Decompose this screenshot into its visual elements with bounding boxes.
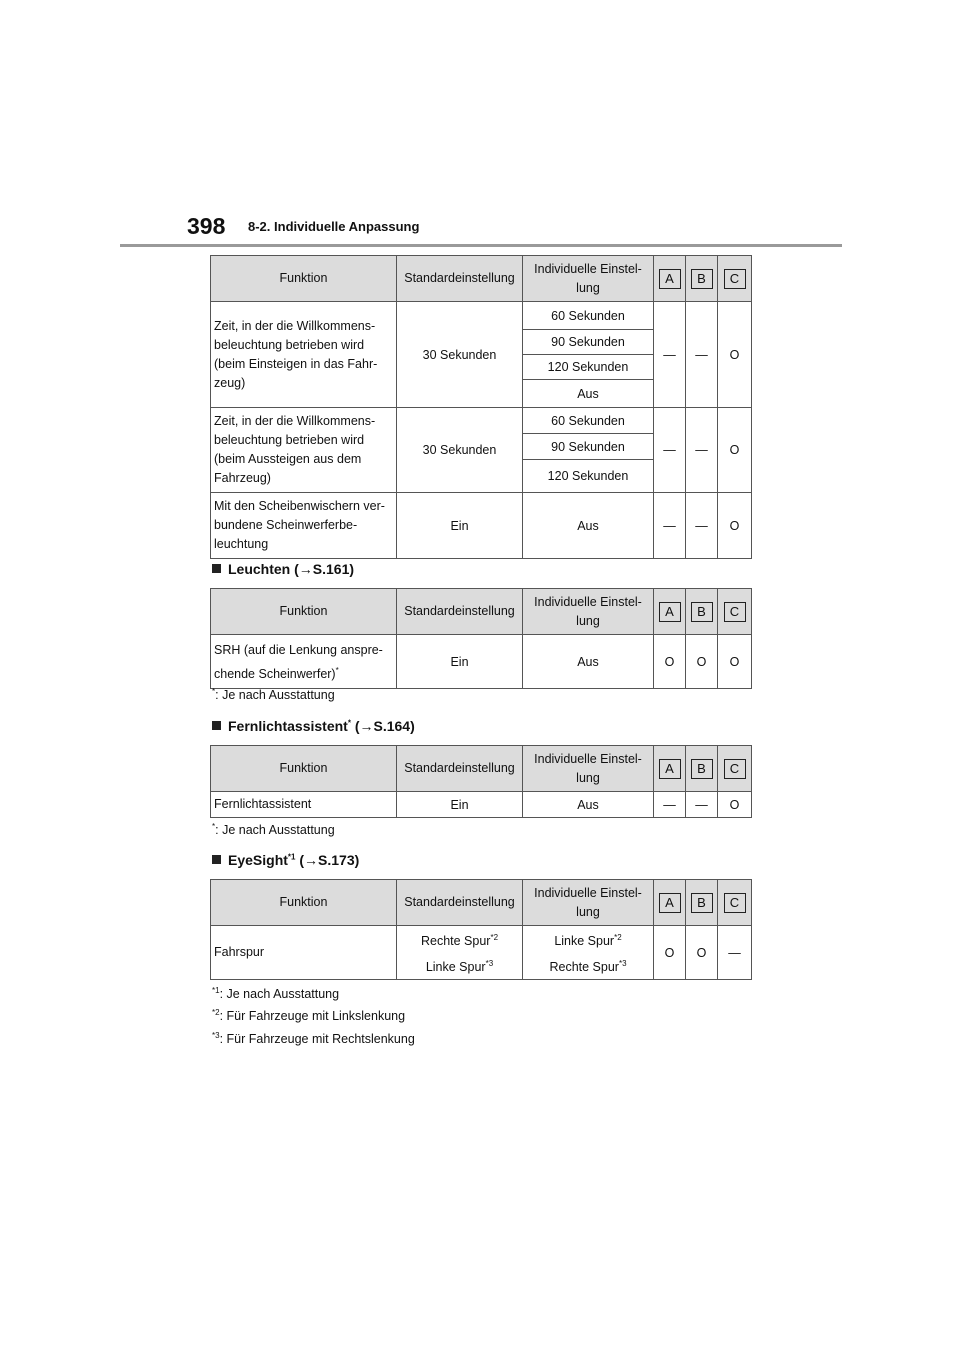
cell-c: O xyxy=(718,635,752,689)
cell-funktion: Zeit, in der die Willkommens- beleuchtung betrieben wird (beim Einsteigen in das Fahr- zeug) xyxy=(211,302,397,408)
bullet-square-icon xyxy=(212,721,221,730)
header-b xyxy=(686,589,718,635)
header-funktion: Funktion xyxy=(211,589,397,635)
cell-b: — xyxy=(686,302,718,408)
cell-c: O xyxy=(718,408,752,493)
cell-funktion: Fahrspur xyxy=(211,926,397,980)
cell-option: 60 Sekunden xyxy=(523,408,654,434)
bullet-square-icon xyxy=(212,855,221,864)
header-standard: Standardeinstellung xyxy=(397,256,523,302)
header-c xyxy=(718,256,752,302)
table-row xyxy=(211,635,752,689)
cell-funktion: Zeit, in der die Willkommens- beleuchtung betrieben wird (beim Aussteigen aus dem Fahrzeug) xyxy=(211,408,397,493)
section-title: 8-2. Individuelle Anpassung xyxy=(248,219,420,234)
header-funktion: Funktion xyxy=(211,746,397,792)
header-a xyxy=(654,256,686,302)
box-letter-b: B xyxy=(691,759,713,779)
settings-table-fernlicht xyxy=(210,745,752,818)
header-funktion: Funktion xyxy=(211,880,397,926)
cell-standard: 30 Sekunden xyxy=(397,408,523,493)
table-row xyxy=(211,926,752,980)
settings-table-leuchten xyxy=(210,588,752,689)
header-a xyxy=(654,746,686,792)
settings-table-welcome-light xyxy=(210,255,752,559)
header-individuell: Individuelle Einstel- lung xyxy=(523,256,654,302)
header-standard: Standardeinstellung xyxy=(397,746,523,792)
cell-standard: Rechte Spur$^{*2}$ Linke Spur$^{*3}$ xyxy=(397,926,523,980)
cell-individuell: Aus xyxy=(523,792,654,818)
header-individuell: Individuelle Einstel- lung xyxy=(523,746,654,792)
cell-a: — xyxy=(654,792,686,818)
table-header-row xyxy=(211,746,752,792)
box-letter-a: A xyxy=(659,759,681,779)
footnote: *: Je nach Ausstattung xyxy=(212,687,335,703)
cell-option: 60 Sekunden xyxy=(523,302,654,330)
table-header-row xyxy=(211,589,752,635)
cell-a: — xyxy=(654,493,686,559)
footnote: *: Je nach Ausstattung xyxy=(212,822,335,838)
box-letter-c: C xyxy=(724,269,746,289)
cell-option: 90 Sekunden xyxy=(523,330,654,355)
cell-option: 120 Sekunden xyxy=(523,355,654,380)
header-b xyxy=(686,256,718,302)
cell-b: O xyxy=(686,926,718,980)
cell-individuell: Aus xyxy=(523,635,654,689)
cell-a: — xyxy=(654,302,686,408)
table-row xyxy=(211,408,752,434)
cell-c: O xyxy=(718,302,752,408)
header-c xyxy=(718,589,752,635)
box-letter-a: A xyxy=(659,602,681,622)
header-rule xyxy=(120,244,842,247)
heading-fernlicht: Fernlichtassistent* (→S.164) xyxy=(212,718,415,734)
box-letter-b: B xyxy=(691,893,713,913)
cell-b: — xyxy=(686,408,718,493)
cell-c: O xyxy=(718,493,752,559)
cell-funktion: SRH (auf die Lenkung anspre- chende Scheinwerfer)* xyxy=(211,635,397,689)
table-row xyxy=(211,792,752,818)
footnote: $^{*1}$: Je nach Ausstattung xyxy=(212,986,340,1002)
cell-option: 90 Sekunden xyxy=(523,434,654,460)
table-header-row xyxy=(211,256,752,302)
cell-a: O xyxy=(654,926,686,980)
bullet-square-icon xyxy=(212,564,221,573)
cell-standard: Ein xyxy=(397,493,523,559)
heading-leuchten: Leuchten (→S.161) xyxy=(212,561,354,577)
settings-table-eyesight xyxy=(210,879,752,980)
box-letter-a: A xyxy=(659,893,681,913)
cell-individuell: Linke Spur$^{*2}$ Rechte Spur$^{*3}$ xyxy=(523,926,654,980)
cell-standard: 30 Sekunden xyxy=(397,302,523,408)
cell-b: — xyxy=(686,792,718,818)
footnote: $^{*3}$: Für Fahrzeuge mit Rechtslenkung xyxy=(212,1031,415,1047)
header-a xyxy=(654,589,686,635)
header-a xyxy=(654,880,686,926)
header-b xyxy=(686,880,718,926)
box-letter-a: A xyxy=(659,269,681,289)
cell-standard: Ein xyxy=(397,635,523,689)
header-individuell: Individuelle Einstel- lung xyxy=(523,880,654,926)
cell-option: Aus xyxy=(523,380,654,408)
cell-a: O xyxy=(654,635,686,689)
box-letter-b: B xyxy=(691,602,713,622)
header-c xyxy=(718,880,752,926)
header-standard: Standardeinstellung xyxy=(397,589,523,635)
cell-b: O xyxy=(686,635,718,689)
table-row xyxy=(211,493,752,559)
header-funktion: Funktion xyxy=(211,256,397,302)
cell-option: 120 Sekunden xyxy=(523,460,654,493)
heading-eyesight: EyeSight$^{*1}$ (→S.173) xyxy=(212,852,359,868)
cell-funktion: Fernlichtassistent xyxy=(211,792,397,818)
page-number: 398 xyxy=(187,213,226,239)
table-header-row xyxy=(211,880,752,926)
cell-b: — xyxy=(686,493,718,559)
cell-c: O xyxy=(718,792,752,818)
box-letter-c: C xyxy=(724,893,746,913)
header-c xyxy=(718,746,752,792)
cell-c: — xyxy=(718,926,752,980)
cell-a: — xyxy=(654,408,686,493)
cell-standard: Ein xyxy=(397,792,523,818)
cell-individuell: Aus xyxy=(523,493,654,559)
footnote: $^{*2}$: Für Fahrzeuge mit Linkslenkung xyxy=(212,1008,406,1024)
header-individuell: Individuelle Einstel- lung xyxy=(523,589,654,635)
box-letter-c: C xyxy=(724,759,746,779)
table-row xyxy=(211,302,752,330)
box-letter-b: B xyxy=(691,269,713,289)
header-b xyxy=(686,746,718,792)
cell-funktion: Mit den Scheibenwischern ver- bundene Scheinwerferbe- leuchtung xyxy=(211,493,397,559)
box-letter-c: C xyxy=(724,602,746,622)
header-standard: Standardeinstellung xyxy=(397,880,523,926)
